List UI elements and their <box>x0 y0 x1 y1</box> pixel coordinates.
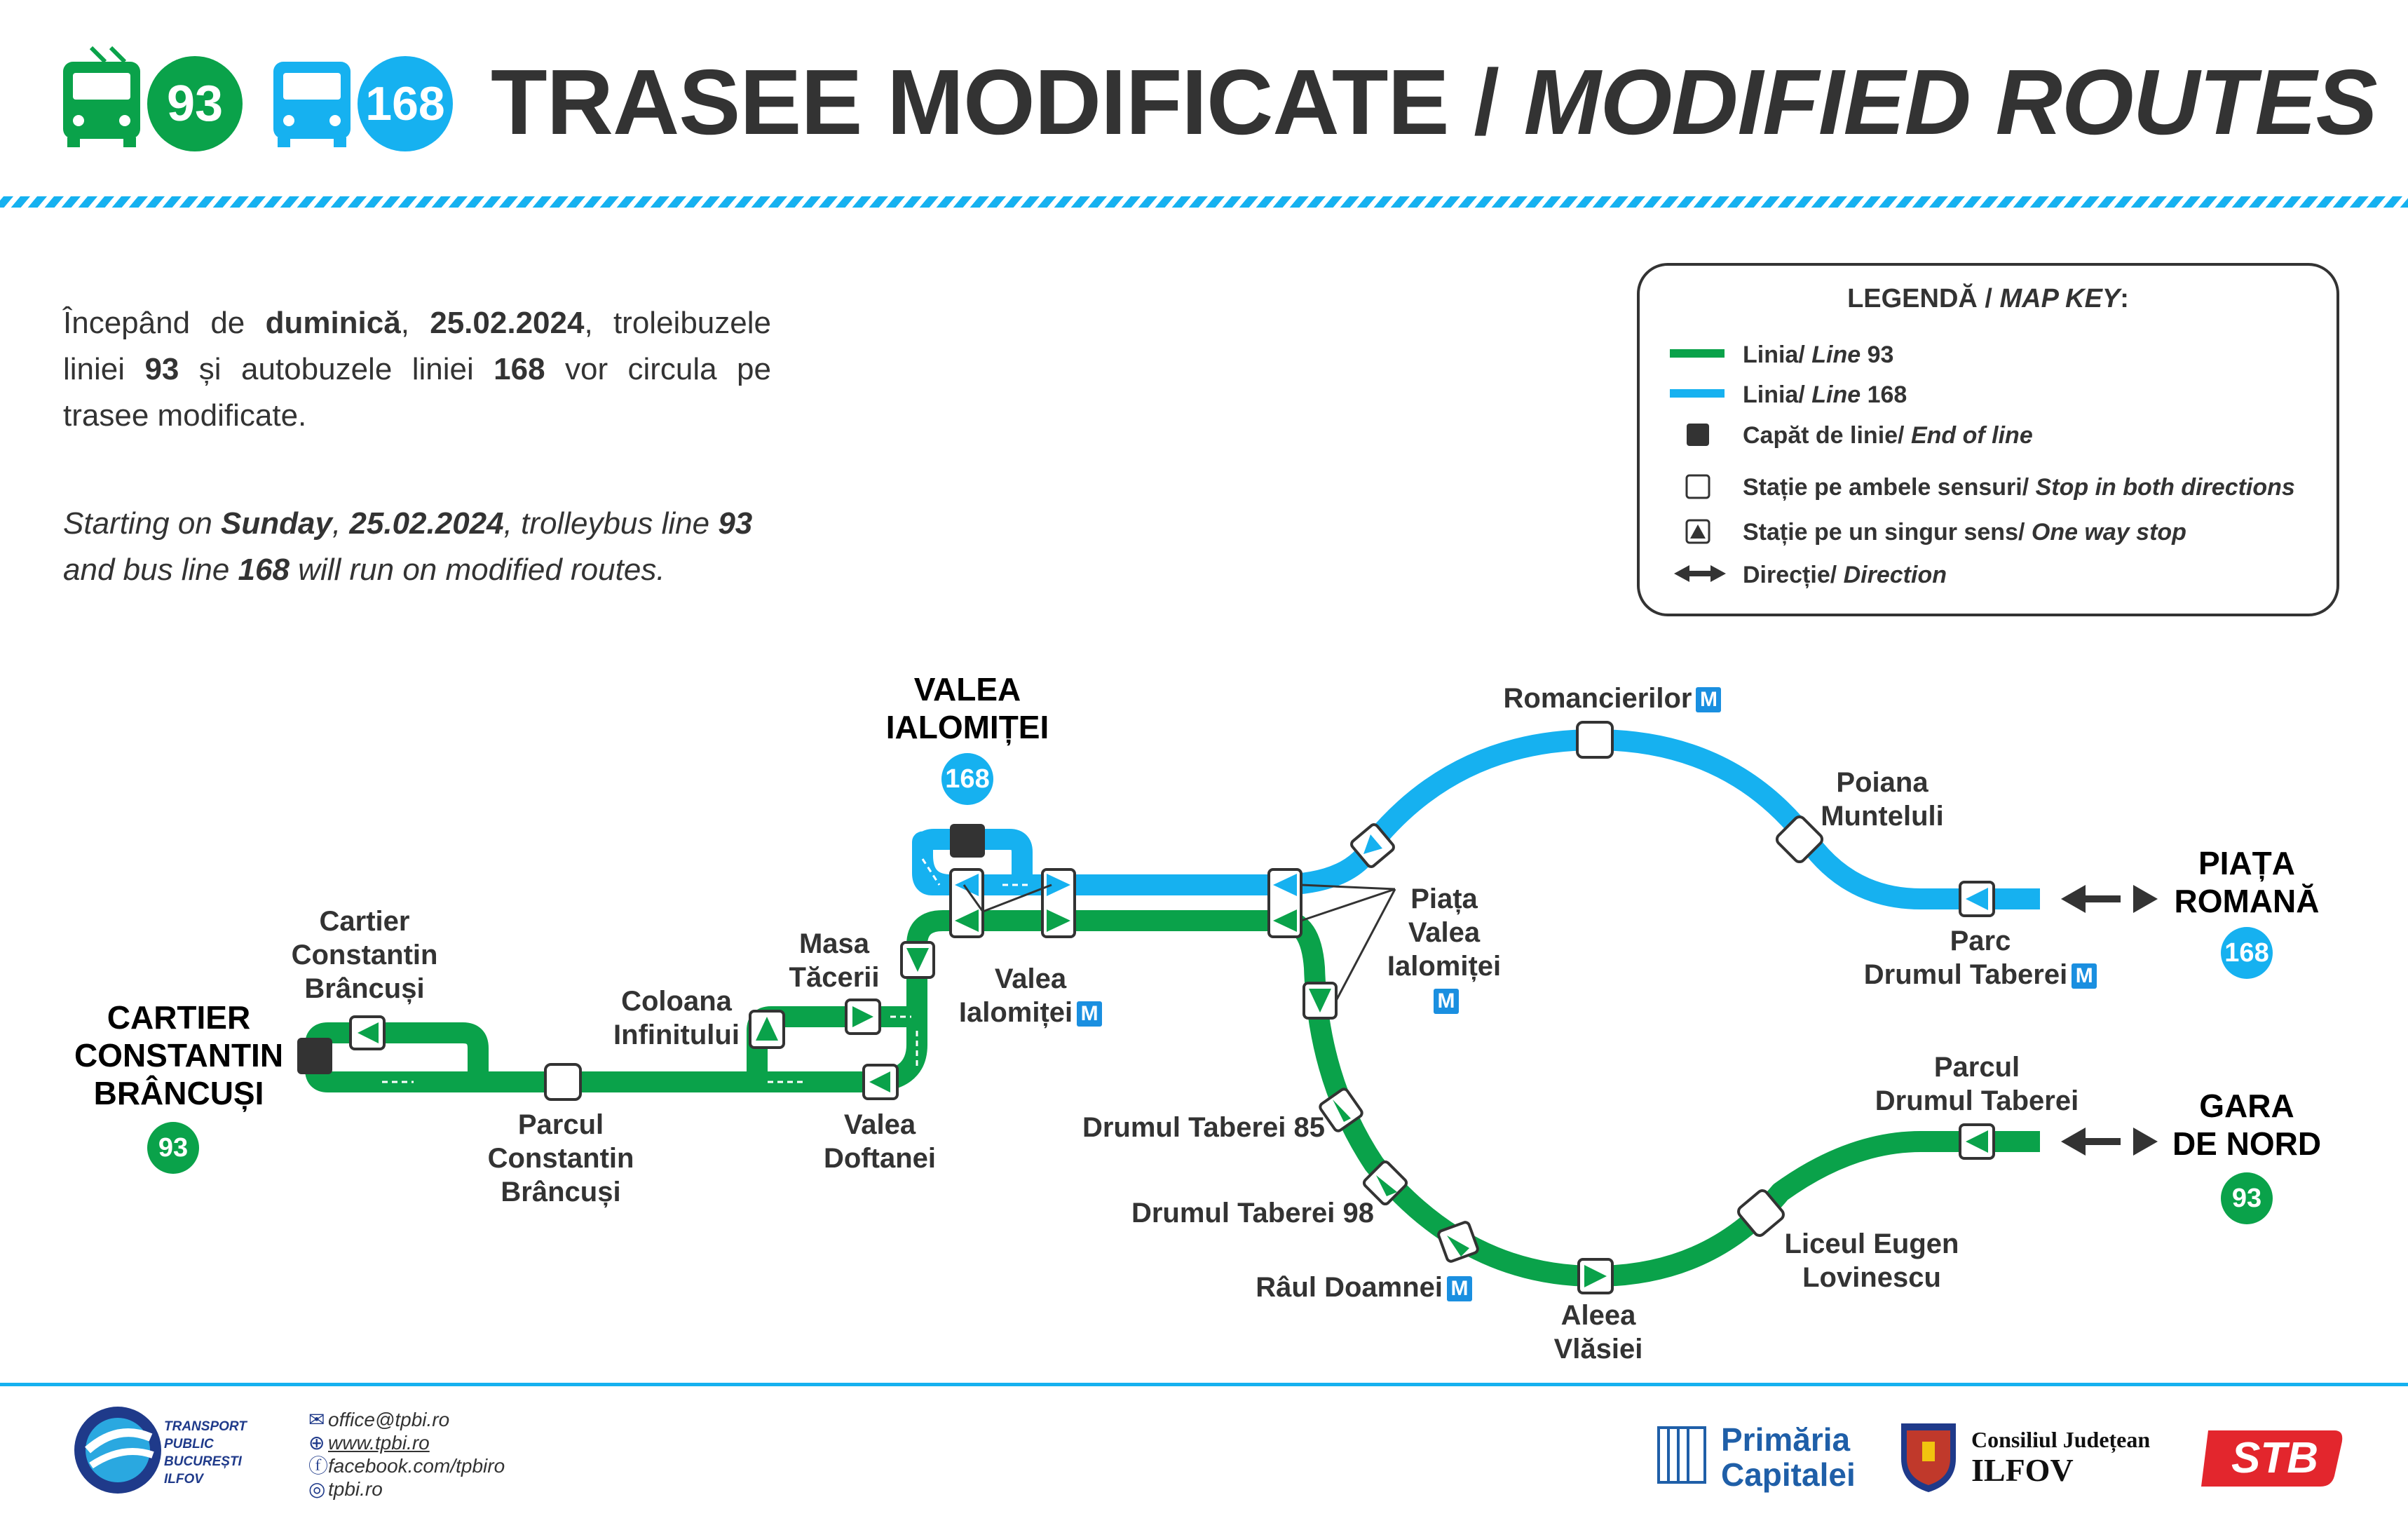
metro-icon: M <box>1077 1001 1102 1027</box>
intro-english: Starting on Sunday, 25.02.2024, trolleybus line 93 and bus line 168 will run on modified routes. <box>63 506 753 587</box>
stop-drumul-taberei-85: Drumul Taberei 85 <box>1082 1112 1325 1143</box>
terminal-piata-romana: PIAȚA ROMANĂ <box>2174 845 2320 919</box>
stop-raul-doamnei: Râul Doamnei M <box>1192 1271 1472 1304</box>
footer-facebook[interactable]: ⓕfacebook.com/tpbiro <box>308 1455 505 1477</box>
direction-arrow-piata <box>2061 885 2158 913</box>
primaria-logo <box>1659 1428 1705 1482</box>
stop-parcul-constantin-brancusi: Parcul Constantin Brâncuși <box>487 1109 634 1207</box>
two-way-stops <box>545 722 1824 1238</box>
footer-email[interactable]: ✉ office@tpbi.ro <box>308 1409 450 1430</box>
legend-title: LEGENDĂ / MAP KEY: <box>1847 284 2129 313</box>
stop-piata-valea-ialomitei: Piața Valea Ialomiței M <box>1387 884 1502 1013</box>
legend-line-93: Linia/ Line 93 <box>1743 341 1894 368</box>
stb-logo-text: STB <box>2231 1434 2318 1482</box>
footer-divider <box>0 1383 2408 1386</box>
stop-drumul-taberei-98: Drumul Taberei 98 <box>1131 1198 1374 1228</box>
stop-coloana-infinitului: Coloana Infinitului <box>613 986 740 1050</box>
map-legend <box>1637 263 2339 616</box>
terminus-valea-ialomitei <box>950 824 985 858</box>
terminus-brancusi <box>297 1038 332 1074</box>
metro-icon: M <box>1447 1276 1472 1301</box>
stop-valea-doftanei: Valea Doftanei <box>824 1109 936 1174</box>
metro-icon: M <box>1696 687 1721 712</box>
facebook-icon: ⓕ <box>308 1455 329 1477</box>
header-divider <box>0 196 2408 208</box>
bus-icon <box>273 62 351 147</box>
terminal-gara-de-nord: GARA DE NORD <box>2172 1088 2322 1162</box>
stop-parcul-drumul-taberei-93: Parcul Drumul Taberei <box>1875 1052 2079 1116</box>
stop-liceul-eugen-lovinescu: Liceul Eugen Lovinescu <box>1784 1228 1959 1293</box>
stop-romancierilor: Romancierilor M <box>1486 682 1739 715</box>
tpbi-logo <box>74 1407 161 1494</box>
legend-one-way: Stație pe un singur sens/ One way stop <box>1743 519 2186 546</box>
stop-parc-drumul-taberei-168: Parc Drumul Taberei M <box>1851 924 2110 991</box>
badge-168-valea: 168 <box>941 753 993 805</box>
metro-icon: M <box>2072 963 2097 989</box>
legend-end-of-line: Capăt de linie/ End of line <box>1743 422 2033 449</box>
intro-romanian: Începând de duminică, 25.02.2024, troleibuzele liniei 93 și autobuzele liniei 168 vor circula pe trasee modificate. <box>63 306 771 433</box>
line-168-badge-header: 168 <box>358 56 453 151</box>
page-title: TRASEE MODIFICATE / MODIFIED ROUTES <box>491 50 2377 154</box>
consiliul-judetean-ilfov-text: Consiliul Județean ILFOV <box>1971 1427 2151 1488</box>
cj-ilfov-crest <box>1901 1423 1956 1492</box>
legend-direction: Direcție/ Direction <box>1743 562 1947 588</box>
badge-168-piata: 168 <box>2221 927 2273 979</box>
terminal-brancusi: CARTIER CONSTANTIN BRÂNCUȘI <box>74 999 284 1111</box>
line-93-badge-header: 93 <box>147 56 243 151</box>
stop-valea-ialomitei: Valea Ialomiței M <box>932 962 1129 1029</box>
primaria-capitalei-text: Primăria Capitalei <box>1721 1421 1856 1493</box>
footer-website[interactable]: ⊕ www.tpbi.ro <box>308 1432 430 1454</box>
instagram-icon: ◎ <box>308 1478 326 1500</box>
stop-aleea-vlasiei: Aleea Vlăsiei <box>1553 1300 1643 1365</box>
globe-icon: ⊕ <box>308 1432 325 1454</box>
stop-poiana-muntelui: Poiana Munteluli <box>1821 767 1944 832</box>
badge-93-gara: 93 <box>2221 1172 2273 1224</box>
envelope-icon: ✉ <box>308 1409 325 1430</box>
direction-arrow-gara <box>2061 1128 2158 1156</box>
stop-masa-tacerii: Masa Tăcerii <box>789 928 880 993</box>
badge-93-brancusi: 93 <box>147 1122 199 1174</box>
trolleybus-icon <box>63 48 140 147</box>
legend-both-directions: Stație pe ambele sensuri/ Stop in both directions <box>1743 474 2295 501</box>
metro-icon: M <box>1434 989 1459 1014</box>
footer-instagram[interactable]: ◎ tpbi.ro <box>308 1478 383 1500</box>
footer-contacts <box>308 1408 505 1501</box>
legend-line-168: Linia/ Line 168 <box>1743 381 1907 408</box>
terminal-valea-ialomitei: VALEA IALOMIȚEI <box>885 671 1049 745</box>
stop-cartier-constantin-brancusi: Cartier Constantin Brâncuși <box>291 906 438 1004</box>
tpbi-logo-text: TRANSPORT PUBLIC BUCUREȘTI ILFOV <box>164 1419 247 1487</box>
